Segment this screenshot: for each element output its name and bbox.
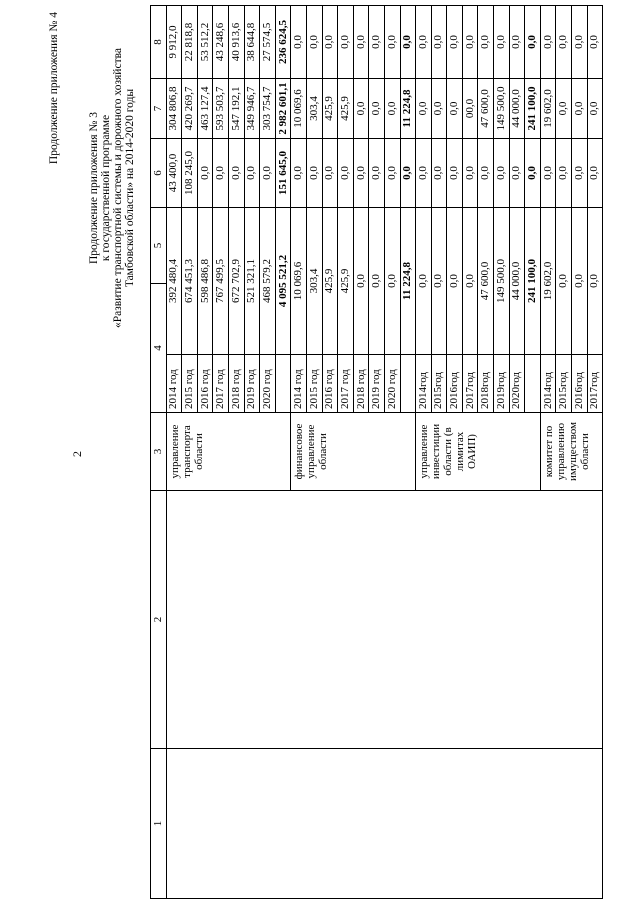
value-cell-c4: 521 321,1 (244, 208, 260, 355)
value-cell-c7: 27 574,5 (260, 6, 276, 79)
total-cell-c4: 11 224,8 (400, 208, 416, 355)
column-number-cell: 6 (151, 139, 167, 208)
total-cell-c5: 151 645,0 (275, 139, 291, 208)
value-cell-c4: 0,0 (572, 208, 588, 355)
value-cell-c4: 598 486,8 (197, 208, 213, 355)
value-cell-c4: 0,0 (353, 208, 369, 355)
total-cell-c5: 0,0 (400, 139, 416, 208)
value-cell-c7: 0,0 (384, 6, 400, 79)
value-cell-c4: 10 069,6 (291, 208, 307, 355)
value-cell-c5: 0,0 (587, 139, 603, 208)
year-cell: 2014год (416, 355, 432, 413)
total-cell-c4: 4 095 521,2 (275, 208, 291, 355)
year-cell: 2016год (447, 355, 463, 413)
value-cell-c7: 0,0 (353, 6, 369, 79)
year-cell: 2014 год (166, 355, 182, 413)
executor-cell: комитет по управлению имуществом области (540, 413, 602, 491)
executor-cell: управление инвестиции области (в лимитах ОАИП) (416, 413, 541, 491)
heading-line: Тамбовской области» на 2014-2020 годы (124, 88, 136, 288)
value-cell-c5: 0,0 (509, 139, 525, 208)
year-cell: 2017 год (338, 355, 354, 413)
value-cell-c6: 19 602,0 (540, 79, 556, 139)
value-cell-c4: 0,0 (462, 208, 478, 355)
value-cell-c5: 0,0 (213, 139, 229, 208)
value-cell-c7: 0,0 (478, 6, 494, 79)
value-cell-c5: 0,0 (431, 139, 447, 208)
value-cell-c5: 0,0 (462, 139, 478, 208)
total-cell-c7: 236 624,5 (275, 6, 291, 79)
continuation-note: Продолжение приложения № 4 (48, 12, 60, 165)
value-cell-c7: 0,0 (338, 6, 354, 79)
program-heading (88, 8, 136, 368)
year-cell: 2018 год (228, 355, 244, 413)
table-row (166, 6, 182, 899)
total-label-cell (525, 355, 541, 413)
value-cell-c7: 0,0 (462, 6, 478, 79)
value-cell-c4: 303,4 (306, 208, 322, 355)
column-number-cell: 5 (151, 208, 167, 284)
value-cell-c6: 0,0 (587, 79, 603, 139)
value-cell-c5: 0,0 (540, 139, 556, 208)
value-cell-c6: 0,0 (369, 79, 385, 139)
value-cell-c7: 43 248,6 (213, 6, 229, 79)
year-cell: 2020 год (384, 355, 400, 413)
column-number-row (151, 6, 167, 899)
value-cell-c7: 38 644,8 (244, 6, 260, 79)
column-1-cell (166, 749, 603, 899)
value-cell-c5: 108 245,0 (182, 139, 198, 208)
value-cell-c7: 9 912,0 (166, 6, 182, 79)
value-cell-c4: 468 579,2 (260, 208, 276, 355)
year-cell: 2014 год (291, 355, 307, 413)
value-cell-c5: 0,0 (244, 139, 260, 208)
column-number-cell: 4 (151, 284, 167, 413)
value-cell-c4: 0,0 (384, 208, 400, 355)
value-cell-c6: 425,9 (338, 79, 354, 139)
value-cell-c7: 53 512,2 (197, 6, 213, 79)
value-cell-c5: 43 400,0 (166, 139, 182, 208)
value-cell-c7: 0,0 (509, 6, 525, 79)
value-cell-c4: 0,0 (447, 208, 463, 355)
column-number-cell: 7 (151, 79, 167, 139)
total-cell-c4: 241 100,0 (525, 208, 541, 355)
value-cell-c4: 425,9 (338, 208, 354, 355)
value-cell-c7: 0,0 (291, 6, 307, 79)
value-cell-c5: 0,0 (260, 139, 276, 208)
value-cell-c4: 0,0 (416, 208, 432, 355)
value-cell-c4: 0,0 (587, 208, 603, 355)
value-cell-c7: 0,0 (572, 6, 588, 79)
column-number-cell: 2 (151, 491, 167, 749)
value-cell-c6: 149 500,0 (494, 79, 510, 139)
value-cell-c7: 0,0 (587, 6, 603, 79)
value-cell-c7: 0,0 (431, 6, 447, 79)
value-cell-c6: 303 754,7 (260, 79, 276, 139)
executor-cell: финансовое управление области (291, 413, 416, 491)
value-cell-c5: 0,0 (447, 139, 463, 208)
executor-cell: управление транспорта области (166, 413, 291, 491)
value-cell-c6: 420 269,7 (182, 79, 198, 139)
value-cell-c7: 0,0 (369, 6, 385, 79)
value-cell-c6: 547 192,1 (228, 79, 244, 139)
year-cell: 2019 год (369, 355, 385, 413)
year-cell: 2017 год (213, 355, 229, 413)
value-cell-c4: 47 600,0 (478, 208, 494, 355)
value-cell-c6: 0,0 (384, 79, 400, 139)
year-cell: 2019 год (244, 355, 260, 413)
total-label-cell (275, 355, 291, 413)
value-cell-c5: 0,0 (416, 139, 432, 208)
total-cell-c6: 11 224,8 (400, 79, 416, 139)
value-cell-c6: 00,0 (462, 79, 478, 139)
value-cell-c7: 0,0 (322, 6, 338, 79)
value-cell-c7: 0,0 (447, 6, 463, 79)
value-cell-c4: 0,0 (369, 208, 385, 355)
year-cell: 2017год (587, 355, 603, 413)
value-cell-c5: 0,0 (338, 139, 354, 208)
value-cell-c6: 304 806,8 (166, 79, 182, 139)
value-cell-c6: 0,0 (353, 79, 369, 139)
value-cell-c7: 0,0 (540, 6, 556, 79)
value-cell-c7: 0,0 (416, 6, 432, 79)
value-cell-c4: 0,0 (556, 208, 572, 355)
total-cell-c7: 0,0 (400, 6, 416, 79)
year-cell: 2018 год (353, 355, 369, 413)
total-label-cell (400, 355, 416, 413)
year-cell: 2017год (462, 355, 478, 413)
value-cell-c5: 0,0 (369, 139, 385, 208)
column-number-cell: 1 (151, 749, 167, 899)
page-number: 2 (70, 451, 84, 457)
year-cell: 2020год (509, 355, 525, 413)
value-cell-c6: 349 946,7 (244, 79, 260, 139)
total-cell-c5: 0,0 (525, 139, 541, 208)
value-cell-c6: 303,4 (306, 79, 322, 139)
total-cell-c6: 241 100,0 (525, 79, 541, 139)
value-cell-c6: 0,0 (431, 79, 447, 139)
column-number-cell: 3 (151, 413, 167, 491)
value-cell-c6: 44 000,0 (509, 79, 525, 139)
value-cell-c5: 0,0 (572, 139, 588, 208)
value-cell-c6: 0,0 (447, 79, 463, 139)
year-cell: 2016год (572, 355, 588, 413)
year-cell: 2016 год (322, 355, 338, 413)
heading-line: «Развитие транспортной системы и дорожного хозяйства (112, 48, 124, 328)
value-cell-c6: 463 127,4 (197, 79, 213, 139)
value-cell-c7: 22 818,8 (182, 6, 198, 79)
total-cell-c6: 2 982 601,1 (275, 79, 291, 139)
heading-line: к государственной программе (100, 114, 112, 262)
value-cell-c6: 0,0 (572, 79, 588, 139)
value-cell-c6: 593 503,7 (213, 79, 229, 139)
value-cell-c4: 149 500,0 (494, 208, 510, 355)
total-cell-c7: 0,0 (525, 6, 541, 79)
value-cell-c5: 0,0 (322, 139, 338, 208)
value-cell-c6: 0,0 (416, 79, 432, 139)
value-cell-c5: 0,0 (556, 139, 572, 208)
value-cell-c4: 19 602,0 (540, 208, 556, 355)
value-cell-c5: 0,0 (353, 139, 369, 208)
value-cell-c5: 0,0 (384, 139, 400, 208)
value-cell-c5: 0,0 (291, 139, 307, 208)
value-cell-c4: 674 451,3 (182, 208, 198, 355)
value-cell-c5: 0,0 (197, 139, 213, 208)
year-cell: 2016 год (197, 355, 213, 413)
value-cell-c5: 0,0 (306, 139, 322, 208)
column-number-cell: 8 (151, 6, 167, 79)
value-cell-c5: 0,0 (228, 139, 244, 208)
year-cell: 2015год (556, 355, 572, 413)
year-cell: 2015год (431, 355, 447, 413)
value-cell-c5: 0,0 (494, 139, 510, 208)
column-2-cell (166, 491, 603, 749)
value-cell-c6: 425,9 (322, 79, 338, 139)
value-cell-c7: 40 913,6 (228, 6, 244, 79)
value-cell-c7: 0,0 (494, 6, 510, 79)
value-cell-c6: 47 600,0 (478, 79, 494, 139)
year-cell: 2020 год (260, 355, 276, 413)
value-cell-c6: 0,0 (556, 79, 572, 139)
year-cell: 2019год (494, 355, 510, 413)
year-cell: 2014год (540, 355, 556, 413)
value-cell-c7: 0,0 (306, 6, 322, 79)
value-cell-c4: 425,9 (322, 208, 338, 355)
value-cell-c4: 0,0 (431, 208, 447, 355)
year-cell: 2015 год (306, 355, 322, 413)
value-cell-c7: 0,0 (556, 6, 572, 79)
value-cell-c4: 672 702,9 (228, 208, 244, 355)
funding-table (150, 5, 603, 899)
year-cell: 2015 год (182, 355, 198, 413)
value-cell-c4: 392 480,4 (166, 208, 182, 355)
year-cell: 2018год (478, 355, 494, 413)
value-cell-c5: 0,0 (478, 139, 494, 208)
value-cell-c4: 767 499,5 (213, 208, 229, 355)
heading-line: Продолжение приложения № 3 (88, 111, 100, 265)
value-cell-c6: 10 069,6 (291, 79, 307, 139)
value-cell-c4: 44 000,0 (509, 208, 525, 355)
